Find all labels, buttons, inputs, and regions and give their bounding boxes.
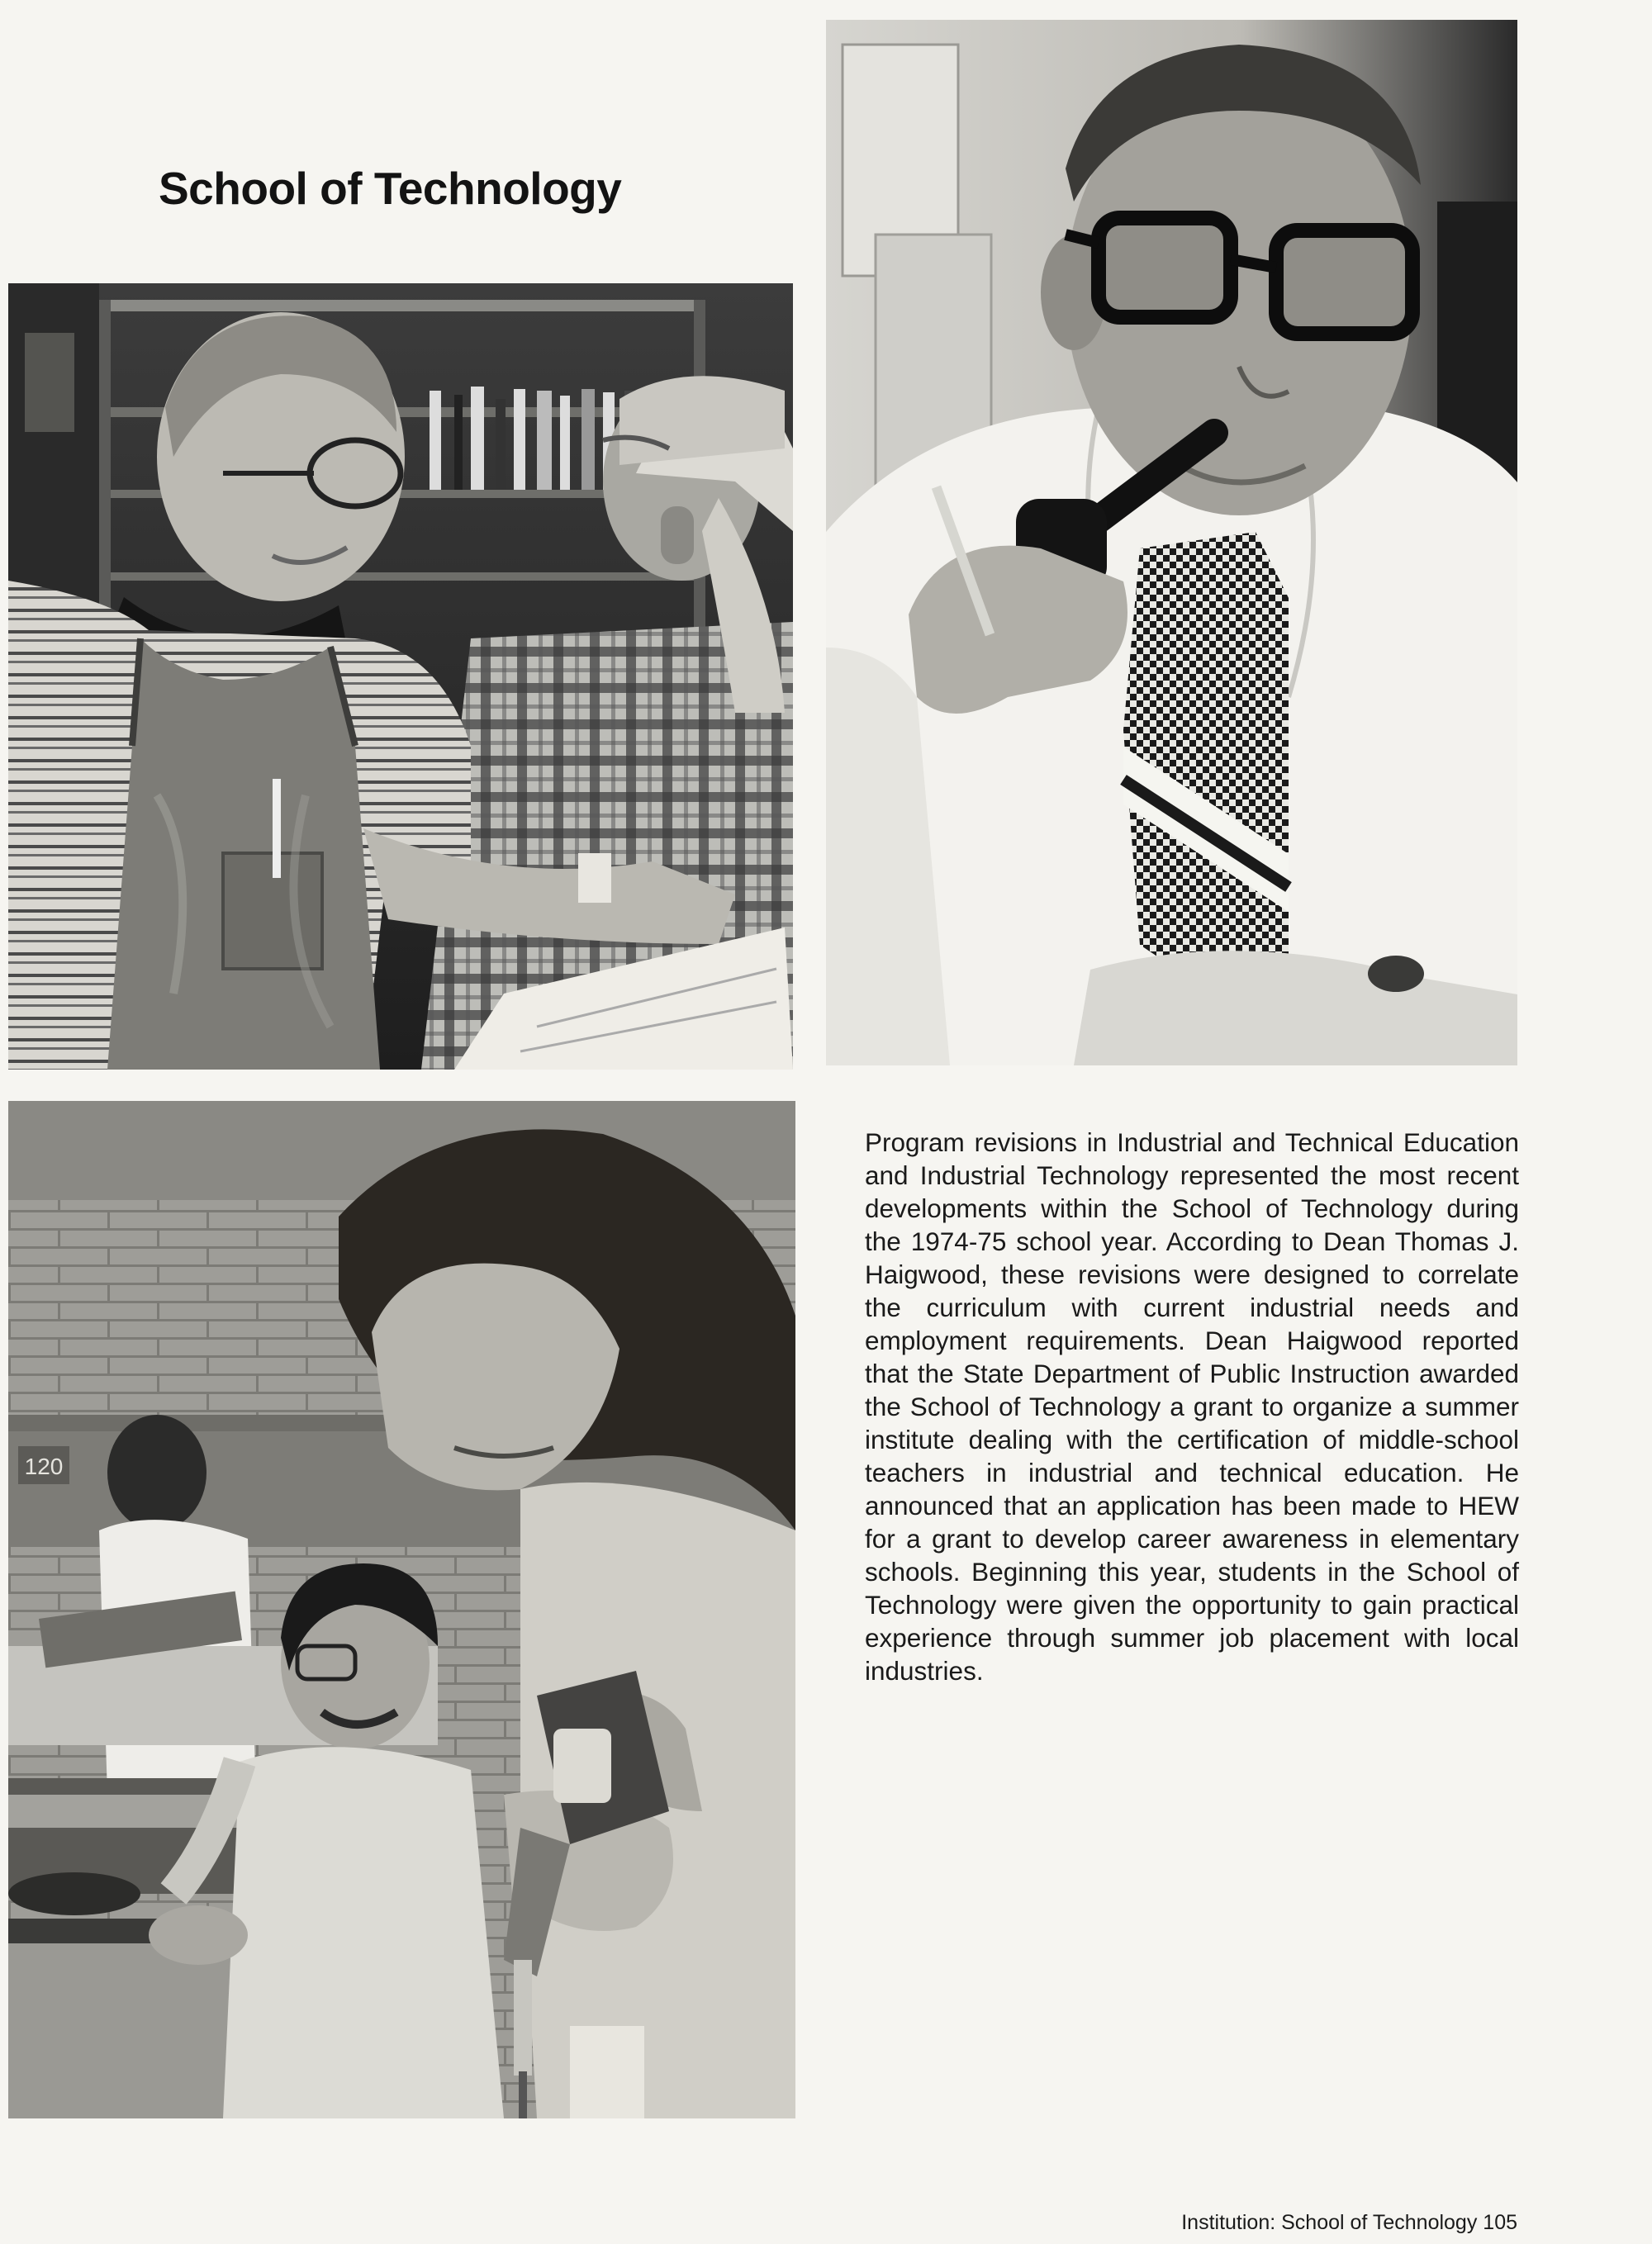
- photo-dean-with-pipe: [826, 20, 1517, 1065]
- room-number-sign: 120: [24, 1454, 64, 1479]
- page-footer: Institution: School of Technology 105: [1181, 2211, 1517, 2234]
- photo-students-with-drill: [8, 1101, 795, 2118]
- page-title: School of Technology: [159, 163, 622, 214]
- photo-instructor-and-student: [8, 283, 793, 1070]
- article-body-text: Program revisions in Industrial and Technical Education and Industrial Technology represented the most recent developments within the School of Technology during the 1974-75 school year. According to Dean Thomas J. Haigwood, these revisions were designed to correlate the curriculum with current industrial needs and employment requirements. Dean Haigwood reported that the State Department of Public Instruction awarded the School of Technology a grant to organize a summer institute dealing with the certification of middle-school teachers in industrial and technical education. He announced that an application has been made to HEW for a grant to develop career awareness in elementary schools. Beginning this year, students in the School of Technology were given the opportunity to gain practical experience through summer job placement with local industries.: [865, 1127, 1519, 1686]
- photo-dean-with-pipe-image: [826, 20, 1517, 1065]
- photo-instructor-and-student-image: [8, 283, 793, 1070]
- photo-students-with-drill-image: [8, 1101, 795, 2118]
